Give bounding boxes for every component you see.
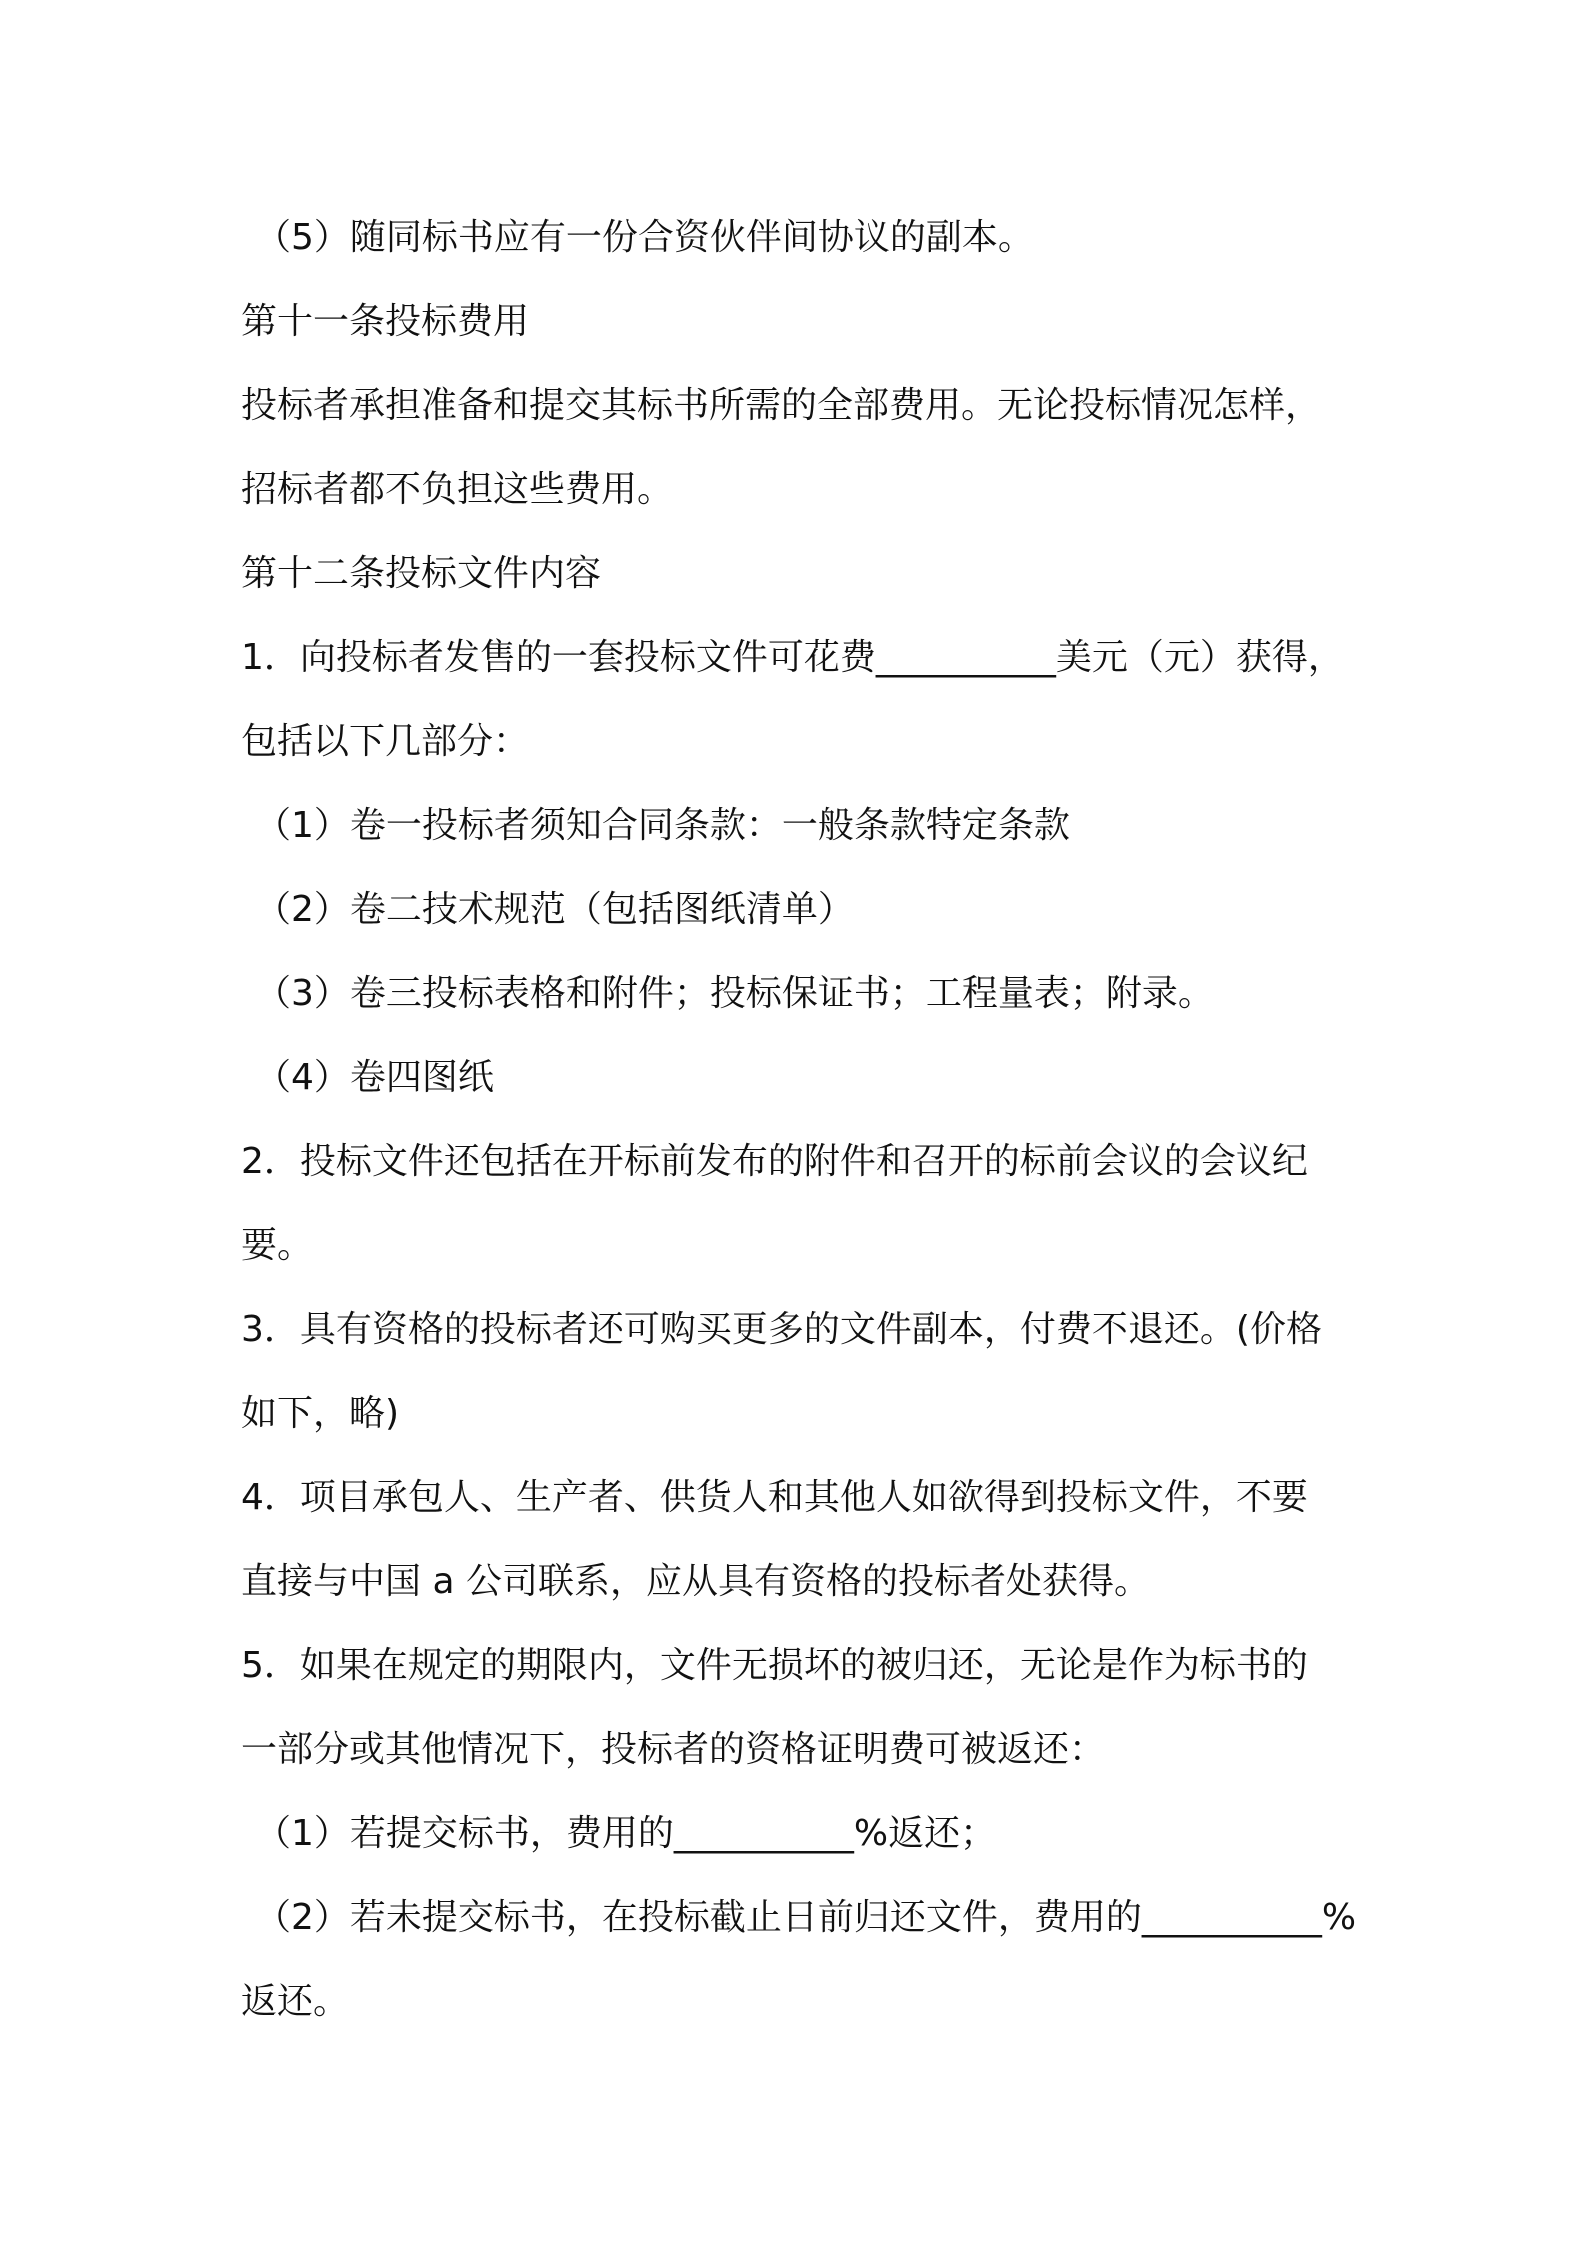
paragraph-line: （5）随同标书应有一份合资伙伴间协议的副本。 xyxy=(255,217,1034,258)
paragraph-line: 3．具有资格的投标者还可购买更多的文件副本，付费不退还。(价格 xyxy=(241,1309,1322,1350)
document-body xyxy=(241,196,1361,2044)
paragraph-line: 一部分或其他情况下，投标者的资格证明费可被返还： xyxy=(241,1729,1106,1770)
list-item: （2）卷二技术规范（包括图纸清单） xyxy=(255,889,854,930)
paragraph-line: 4．项目承包人、生产者、供货人和其他人如欲得到投标文件，不要 xyxy=(241,1477,1308,1518)
paragraph-line: 投标者承担准备和提交其标书所需的全部费用。无论投标情况怎样， xyxy=(241,385,1322,426)
list-item: （2）若未提交标书，在投标截止日前归还文件，费用的__________% xyxy=(255,1897,1357,1938)
paragraph-line: 返还。 xyxy=(241,1981,350,2022)
paragraph-line: 5．如果在规定的期限内，文件无损坏的被归还，无论是作为标书的 xyxy=(241,1645,1308,1686)
list-item: （3）卷三投标表格和附件；投标保证书；工程量表；附录。 xyxy=(255,973,1214,1014)
list-item: （4）卷四图纸 xyxy=(255,1057,494,1098)
paragraph-line: 1．向投标者发售的一套投标文件可花费__________美元（元）获得， xyxy=(241,637,1344,678)
paragraph-line: 2．投标文件还包括在开标前发布的附件和召开的标前会议的会议纪 xyxy=(241,1141,1308,1182)
list-item: （1）卷一投标者须知合同条款：一般条款特定条款 xyxy=(255,805,1070,846)
paragraph-line: 如下，略) xyxy=(241,1393,400,1434)
paragraph-line: 招标者都不负担这些费用。 xyxy=(241,469,674,510)
paragraph-line: 包括以下几部分： xyxy=(241,721,530,762)
list-item: （1）若提交标书，费用的__________%返还； xyxy=(255,1813,997,1854)
paragraph-line: 要。 xyxy=(241,1225,314,1266)
section-heading: 第十一条投标费用 xyxy=(241,301,530,342)
paragraph-line: 直接与中国 a 公司联系，应从具有资格的投标者处获得。 xyxy=(241,1561,1150,1602)
section-heading: 第十二条投标文件内容 xyxy=(241,553,602,594)
